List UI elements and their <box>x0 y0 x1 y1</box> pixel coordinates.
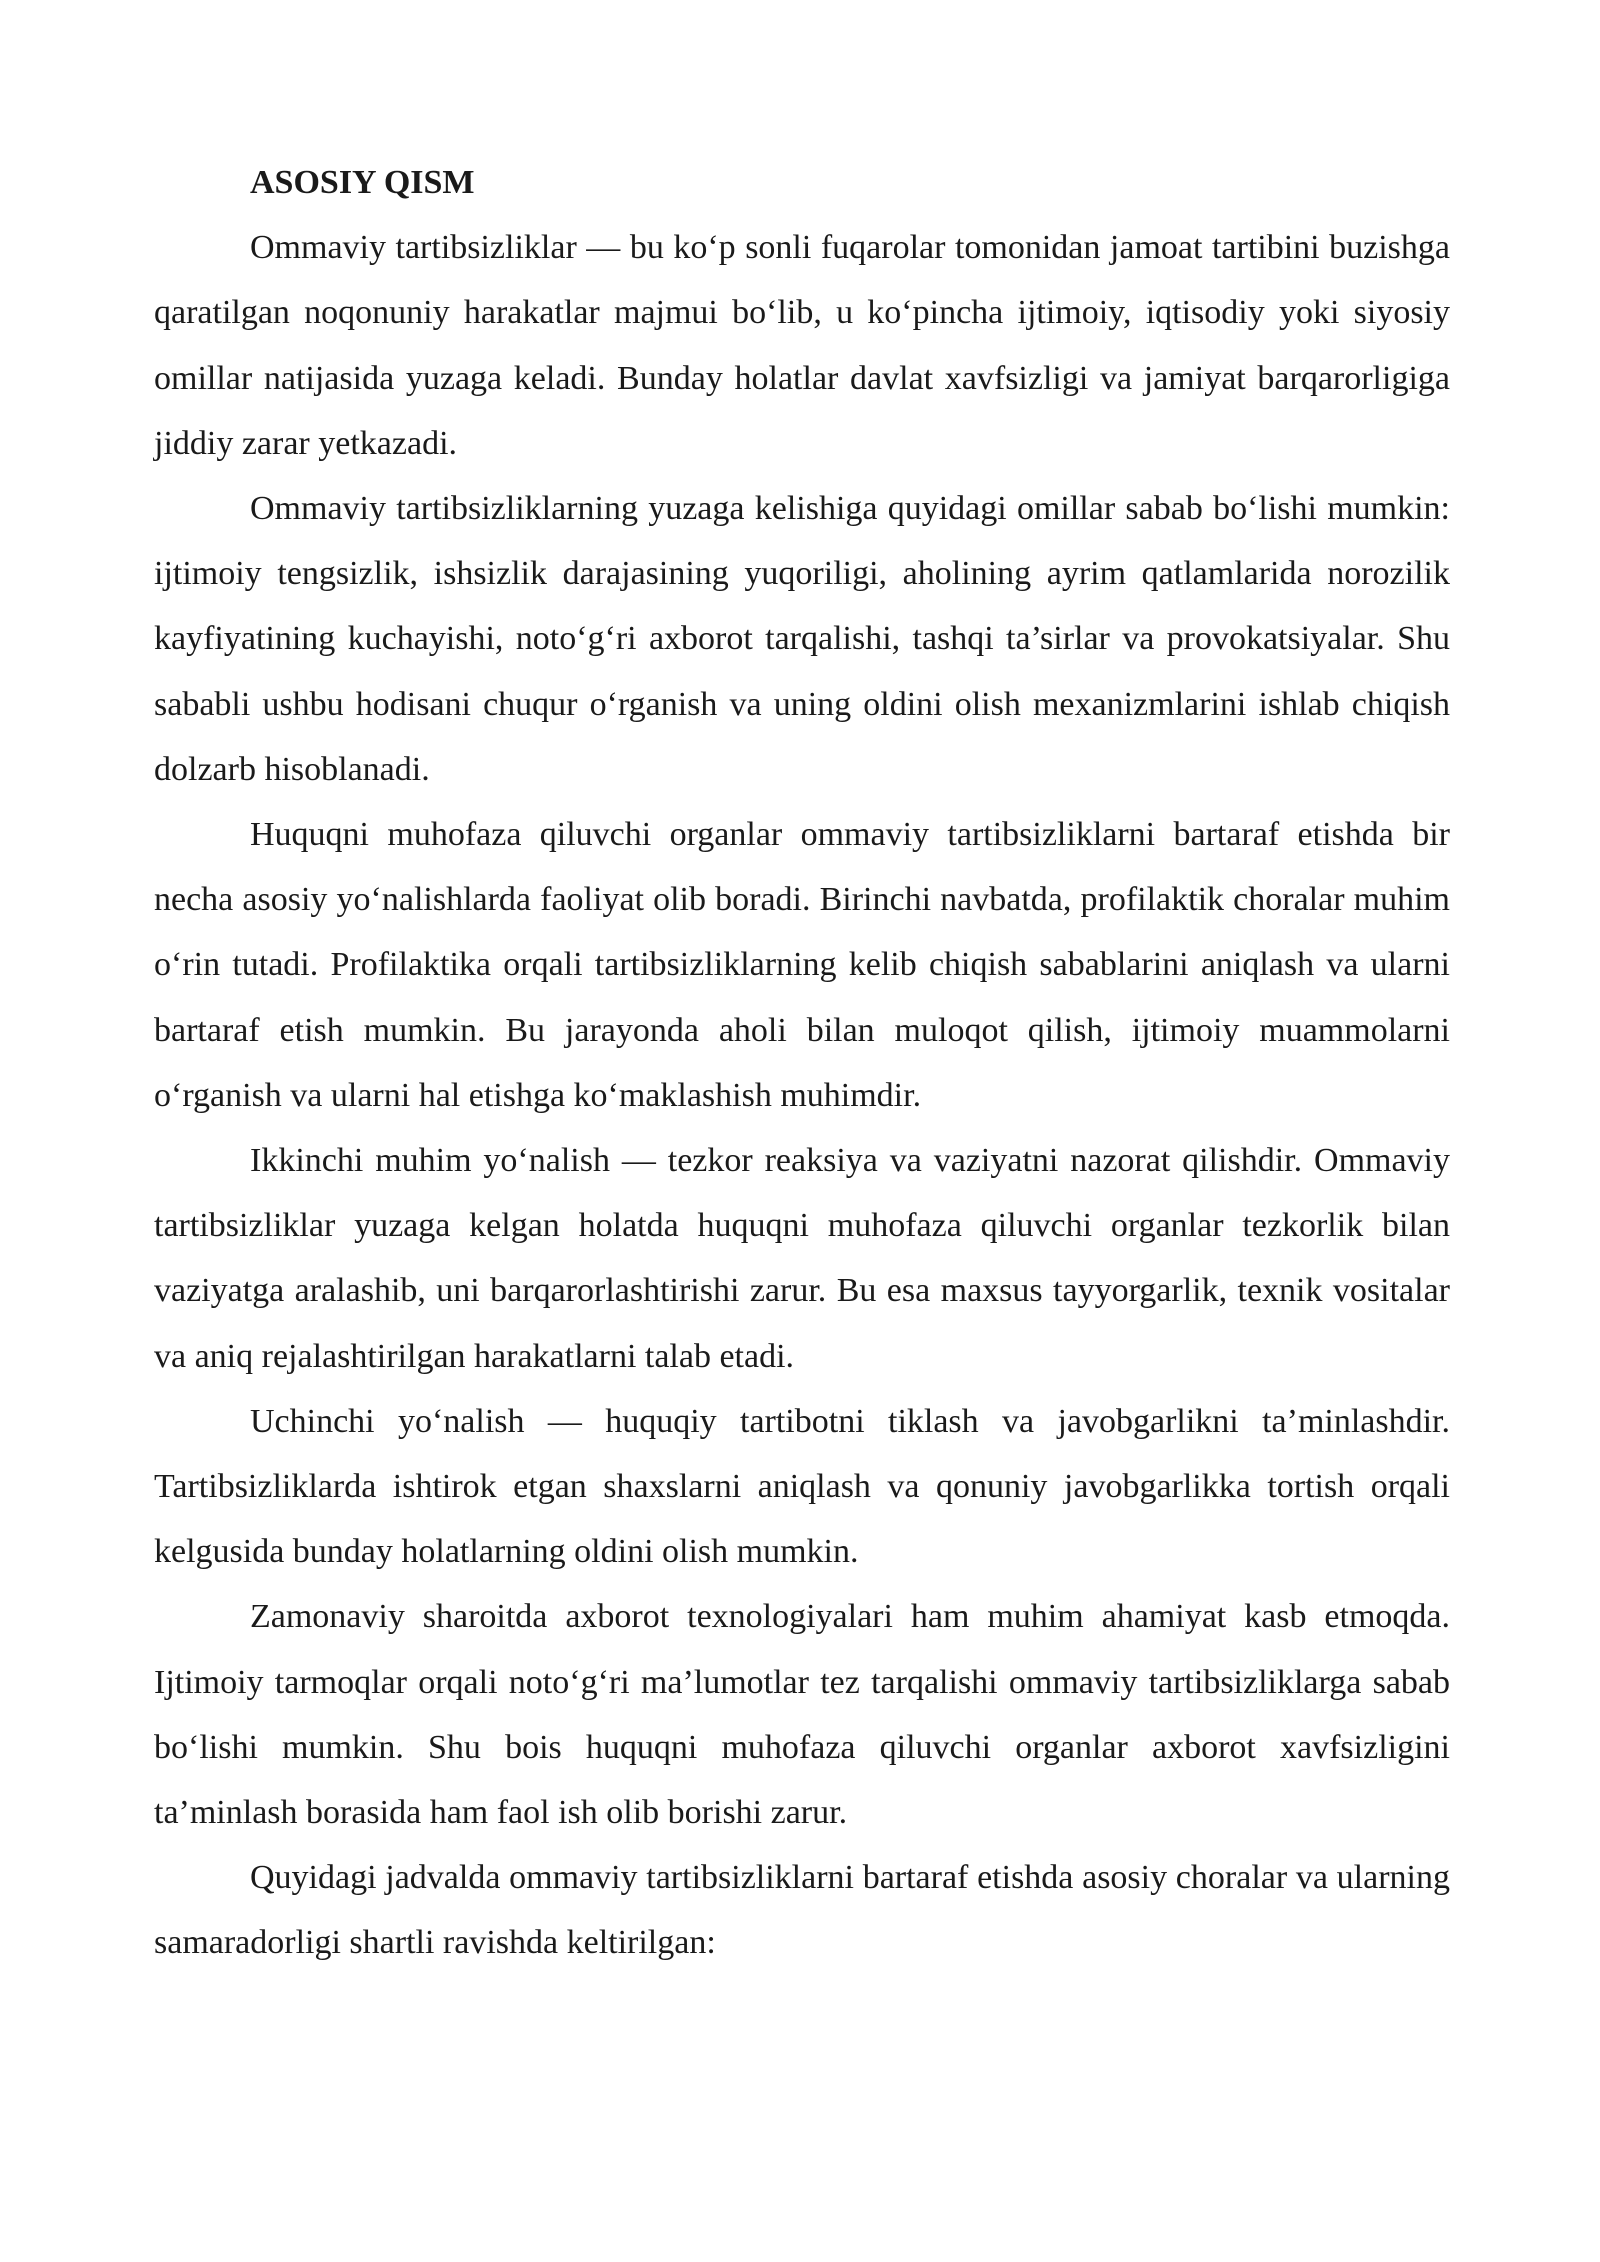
paragraph: Ommaviy tartibsizliklarning yuzaga kelishiga quyidagi omillar sabab bo‘lishi mumkin: ijtimoiy tengsizlik, ishsizlik darajasining yuqoriligi, aholining ayrim qatlamlarida norozilik kayfiyatining kuchayishi, noto‘g‘ri axborot tarqalishi, tashqi ta’sirlar va provokatsiyalar. Shu sababli ushbu hodisani chuqur o‘rganish va uning oldini olish mexanizmlarini ishlab chiqish dolzarb hisoblanadi. <box>154 490 1450 788</box>
paragraph: Huquqni muhofaza qiluvchi organlar ommaviy tartibsizliklarni bartaraf etishda bir necha asosiy yo‘nalishlarda faoliyat olib boradi. Birinchi navbatda, profilaktik choralar muhim o‘rin tutadi. Profilaktika orqali tartibsizliklarning kelib chiqish sabablarini aniqlash va ularni bartaraf etish mumkin. Bu jarayonda aholi bilan muloqot qilish, ijtimoiy muammolarni o‘rganish va ularni hal etishga ko‘maklashish muhimdir. <box>154 816 1450 1114</box>
paragraph: Uchinchi yo‘nalish — huquqiy tartibotni tiklash va javobgarlikni ta’minlashdir. Tartibsizliklarda ishtirok etgan shaxslarni aniqlash va qonuniy javobgarlikka tortish orqali kelgusida bunday holatlarning oldini olish mumkin. <box>154 1402 1450 1571</box>
paragraph: Zamonaviy sharoitda axborot texnologiyalari ham muhim ahamiyat kasb etmoqda. Ijtimoiy tarmoqlar orqali noto‘g‘ri ma’lumotlar tez tarqalishi ommaviy tartibsizliklarga sabab bo‘lishi mumkin. Shu bois huquqni muhofaza qiluvchi organlar axborot xavfsizligini ta’minlash borasida ham faol ish olib borishi zarur. <box>154 1598 1450 1832</box>
paragraph: Quyidagi jadvalda ommaviy tartibsizliklarni bartaraf etishda asosiy choralar va ularning samaradorligi shartli ravishda keltirilgan: <box>154 1859 1450 1962</box>
section-heading: ASOSIY QISM <box>250 164 475 201</box>
paragraph: Ikkinchi muhim yo‘nalish — tezkor reaksiya va vaziyatni nazorat qilishdir. Ommaviy tartibsizliklar yuzaga kelgan holatda huquqni muhofaza qiluvchi organlar tezkorlik bilan vaziyatga aralashib, uni barqarorlashtirishi zarur. Bu esa maxsus tayyorgarlik, texnik vositalar va aniq rejalashtirilgan harakatlarni talab etadi. <box>154 1142 1450 1375</box>
document-body <box>154 150 1450 1976</box>
paragraph: Ommaviy tartibsizliklar — bu ko‘p sonli fuqarolar tomonidan jamoat tartibini buzishga qaratilgan noqonuniy harakatlar majmui bo‘lib, u ko‘pincha ijtimoiy, iqtisodiy yoki siyosiy omillar natijasida yuzaga keladi. Bunday holatlar davlat xavfsizligi va jamiyat barqarorligiga jiddiy zarar yetkazadi. <box>154 229 1450 462</box>
